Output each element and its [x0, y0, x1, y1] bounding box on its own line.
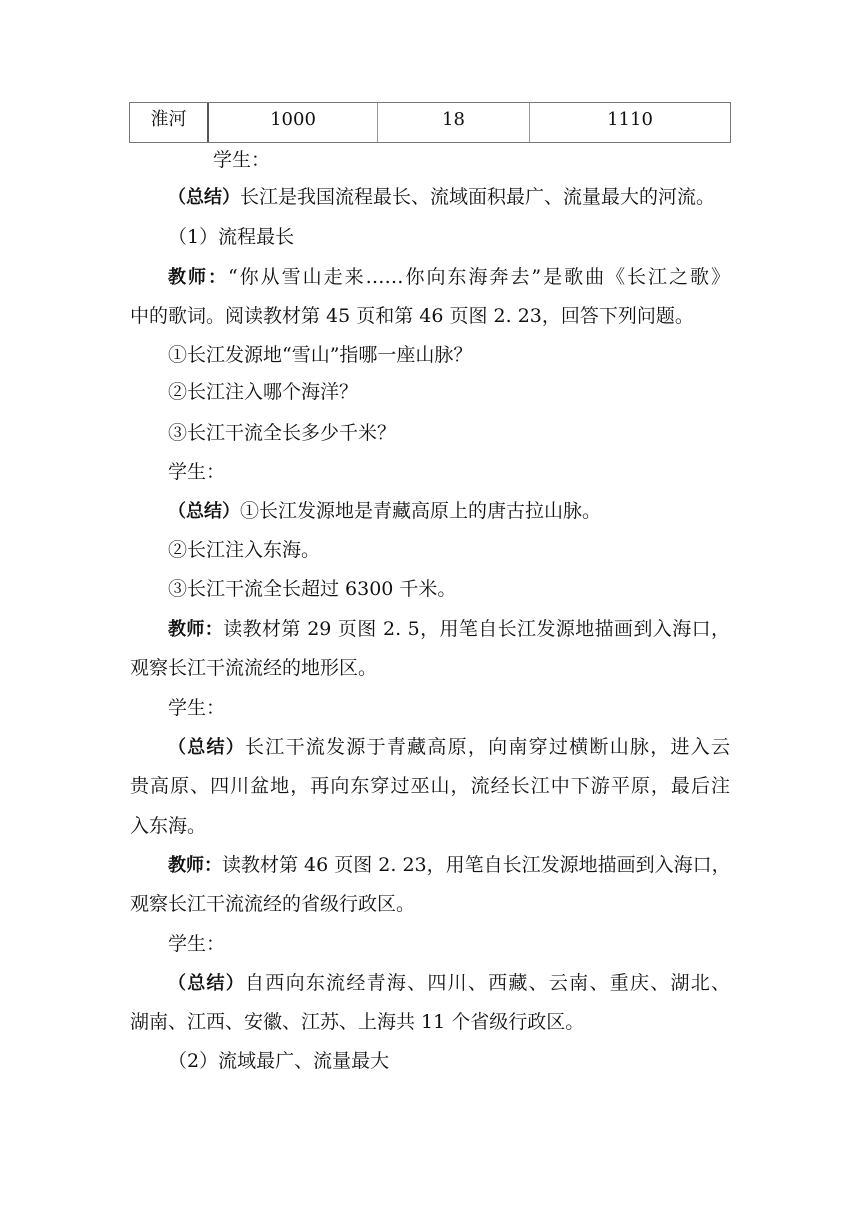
- speaker-label: 教师：: [168, 267, 228, 288]
- table-cell-river: 淮河: [130, 103, 209, 142]
- paragraph-text: 学生：: [168, 933, 226, 955]
- text-line: [168, 696, 225, 720]
- speaker-label: （总结）: [168, 187, 240, 208]
- paragraph-text: 贵高原、四川盆地，再向东穿过巫山，流经长江中下游平原，最后注: [130, 775, 730, 797]
- paragraph-text: 读教材第 46 页图 2. 23，用笔自长江发源地描画到入海口，: [222, 854, 731, 876]
- speaker-label: 教师：: [168, 855, 222, 876]
- paragraph-text: ③长江干流全长超过 6300 千米。: [168, 578, 457, 600]
- paragraph-text: ②长江注入哪个海洋？: [168, 381, 359, 403]
- text-line: [213, 148, 270, 172]
- paragraph-text: 湖南、江西、安徽、江苏、上海共 11 个省级行政区。: [130, 1011, 585, 1033]
- paragraph-text: “你从雪山走来……你向东海奔去”是歌曲《长江之歌》: [227, 266, 730, 288]
- text-line: [130, 304, 694, 328]
- paragraph-text: （1）流程最长: [168, 226, 295, 248]
- speaker-label: （总结）: [168, 501, 240, 522]
- text-line: [168, 185, 715, 210]
- paragraph-text: ①长江发源地是青藏高原上的唐古拉山脉。: [240, 500, 602, 522]
- text-line: [168, 225, 294, 249]
- paragraph-text: 自西向东流经青海、四川、西藏、云南、重庆、湖北、: [245, 972, 730, 994]
- text-line: [168, 460, 225, 484]
- text-line: [130, 1010, 584, 1034]
- river-data-table: [129, 102, 731, 143]
- speaker-label: 教师：: [168, 619, 224, 640]
- text-line: [168, 265, 730, 290]
- table-cell-value-3: 1110: [607, 109, 653, 130]
- paragraph-text: ③长江干流全长多少千米？: [168, 422, 397, 444]
- text-line: [168, 343, 472, 367]
- paragraph-text: 读教材第 29 页图 2. 5，用笔自长江发源地描画到入海口，: [223, 618, 730, 640]
- text-line: [168, 617, 730, 642]
- paragraph-text: 观察长江干流流经的省级行政区。: [130, 893, 416, 915]
- text-line: [168, 499, 601, 524]
- text-line: [130, 892, 415, 916]
- paragraph-text: 入东海。: [130, 815, 207, 837]
- speaker-label: （总结）: [168, 737, 246, 758]
- paragraph-text: 中的歌词。阅读教材第 45 页和第 46 页图 2. 23，回答下列问题。: [130, 305, 694, 327]
- paragraph-text: ②长江注入东海。: [168, 539, 321, 561]
- text-line: [168, 380, 358, 404]
- paragraph-text: ①长江发源地“雪山”指哪一座山脉？: [168, 344, 473, 366]
- paragraph-text: 长江干流发源于青藏高原，向南穿过横断山脉，进入云: [245, 736, 730, 758]
- text-line: [168, 932, 225, 956]
- text-line: [130, 656, 377, 680]
- paragraph-text: 学生：: [168, 461, 226, 483]
- paragraph-text: 学生：: [213, 149, 271, 171]
- text-line: [168, 735, 730, 760]
- paragraph-text: 长江是我国流程最长、流域面积最广、流量最大的河流。: [240, 186, 716, 208]
- text-line: [168, 971, 730, 996]
- text-line: [130, 774, 730, 798]
- paragraph-text: 观察长江干流流经的地形区。: [130, 657, 378, 679]
- speaker-label: （总结）: [168, 973, 246, 994]
- text-line: [168, 853, 730, 878]
- paragraph-text: 学生：: [168, 697, 226, 719]
- text-line: [168, 577, 456, 601]
- text-line: [168, 421, 396, 445]
- text-line: [168, 1049, 389, 1073]
- table-cell-value-1: 1000: [209, 103, 378, 142]
- paragraph-text: （2）流域最广、流量最大: [168, 1050, 390, 1072]
- text-line: [130, 814, 206, 838]
- text-line: [168, 538, 320, 562]
- table-cell-value-2: 18: [378, 103, 530, 142]
